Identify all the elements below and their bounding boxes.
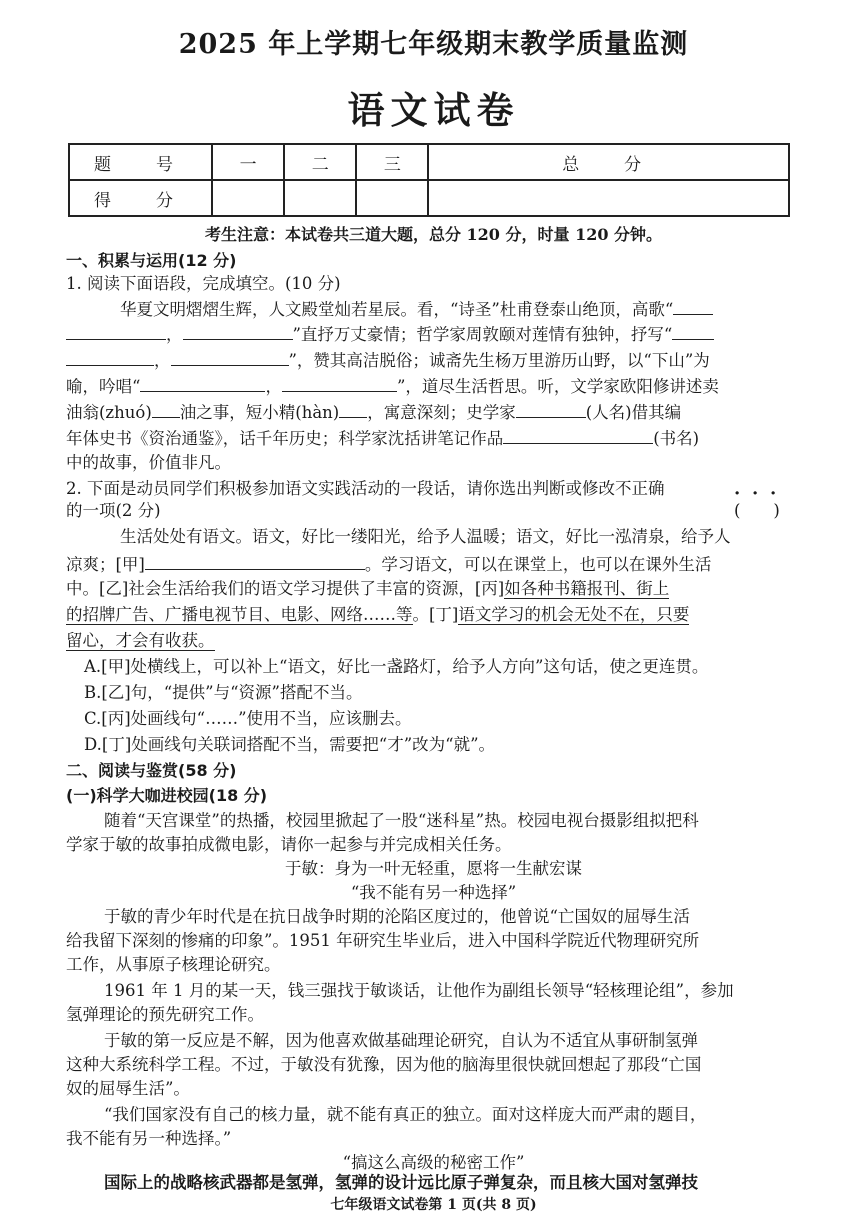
emphasis-dot: · xyxy=(770,483,777,504)
score-table-score-row xyxy=(69,180,789,216)
score-cell-total[interactable] xyxy=(428,180,789,216)
q2-passage-line: 凉爽；[甲] 。学习语文，可以在课堂上，也可以在课外生活 xyxy=(66,552,711,576)
article-subheading: “搞这么高级的秘密工作” xyxy=(342,1153,525,1172)
score-cell-1[interactable] xyxy=(212,180,284,216)
q1-text-line: 喻，吟唱“ ， ”，道尽生活哲思。听，文学家欧阳修讲述卖 xyxy=(66,374,719,398)
answer-parenthesis[interactable]: ( ) xyxy=(734,501,780,520)
fill-blank[interactable] xyxy=(339,400,367,418)
article-line: 这种大系统科学工程。不过，于敏没有犹豫，因为他的脑海里很快就回想起了那段“亡国 xyxy=(66,1055,702,1074)
article-line: 给我留下深刻的惨痛的印象”。1951 年研究生毕业后，进入中国科学院近代物理研究所 xyxy=(66,931,700,950)
article-title: 于敏：身为一叶无轻重，愿将一生献宏谋 xyxy=(285,859,582,878)
fill-blank[interactable] xyxy=(183,322,293,340)
fill-blank[interactable] xyxy=(140,374,265,392)
fill-blank[interactable] xyxy=(673,297,713,315)
article-line: 于敏的青少年时代是在抗日战争时期的沦陷区度过的，他曾说“亡国奴的屈辱生活 xyxy=(104,907,690,926)
score-table-header-row xyxy=(69,144,789,180)
article-line: “我们国家没有自己的核力量，就不能有真正的独立。面对这样庞大而严肃的题目， xyxy=(104,1105,707,1124)
score-label: 得 分 xyxy=(69,180,212,216)
option-b[interactable]: B.[乙]句，“提供”与“资源”搭配不当。 xyxy=(84,683,363,702)
option-a[interactable]: A.[甲]处横线上，可以补上“语文，好比一盏路灯，给予人方向”这句话，使之更连贯。 xyxy=(84,657,709,676)
q1-stem: 1. 阅读下面语段，完成填空。(10 分) xyxy=(66,274,341,293)
fill-blank[interactable] xyxy=(66,322,166,340)
question-col-1: 一 xyxy=(212,144,284,180)
section2-intro-line: 随着“天宫课堂”的热播，校园里掀起了一股“迷科星”热。校园电视台摄影组拟把科 xyxy=(104,811,699,830)
fill-blank[interactable] xyxy=(171,348,289,366)
question-col-2: 二 xyxy=(284,144,356,180)
q2-passage-line xyxy=(66,630,215,652)
fill-blank[interactable] xyxy=(145,552,365,570)
article-line: 1961 年 1 月的某一天，钱三强找于敏谈话，让他作为副组长领导“轻核理论组”，参加 xyxy=(104,981,734,1000)
underlined-phrase: 语文学习的机会无处不在，只要 xyxy=(458,605,690,624)
q2-passage-line: 中。[乙]社会生活给我们的语文学习提供了丰富的资源，[丙]如各种书籍报刊、街上 xyxy=(66,579,670,598)
paper-title: 语文试卷 xyxy=(347,88,520,132)
fill-blank[interactable] xyxy=(152,400,180,418)
q2-passage-line: 生活处处有语文。语文，好比一缕阳光，给予人温暖；语文，好比一泓清泉，给予人 xyxy=(120,527,731,546)
exam-notice: 考生注意：本试卷共三道大题，总分 120 分，时量 120 分钟。 xyxy=(204,225,663,244)
section2-heading: 二、阅读与鉴赏(58 分) xyxy=(66,761,237,780)
q1-text-line: ， ”直抒万丈豪情；哲学家周敦颐对莲情有独钟，抒写“ xyxy=(66,322,714,346)
q2-stem-line: 的一项(2 分) xyxy=(66,501,161,520)
underlined-phrase: 的招牌广告、广播电视节目、电影、网络……等 xyxy=(66,605,413,624)
fill-blank[interactable] xyxy=(503,426,653,444)
page-footer: 七年级语文试卷第 1 页(共 8 页) xyxy=(330,1197,537,1213)
option-d[interactable]: D.[丁]处画线句关联词搭配不当，需要把“才”改为“就”。 xyxy=(84,735,496,754)
total-score-label: 总 分 xyxy=(428,144,789,180)
underlined-phrase: 如各种书籍报刊、街上 xyxy=(504,579,670,598)
article-line: 国际上的战略核武器都是氢弹，氢弹的设计远比原子弹复杂，而且核大国对氢弹技 xyxy=(104,1173,698,1192)
section2-subheading: (一)科学大咖进校园(18 分) xyxy=(66,786,268,805)
option-c[interactable]: C.[丙]处画线句“……”使用不当，应该删去。 xyxy=(84,709,412,728)
article-line: 奴的屈辱生活”。 xyxy=(66,1079,190,1098)
question-number-label: 题 号 xyxy=(69,144,212,180)
q1-text-line: 年体史书《资治通鉴》，话千年历史；科学家沈括讲笔记作品 (书名) xyxy=(66,426,699,450)
article-line: 工作，从事原子核理论研究。 xyxy=(66,955,281,974)
exam-title: 2025 年上学期七年级期末教学质量监测 xyxy=(178,29,689,60)
article-line: 我不能有另一种选择。” xyxy=(66,1129,232,1148)
underlined-phrase: 留心，才会有收获。 xyxy=(66,631,215,650)
q2-stem-line: 2. 下面是动员同学们积极参加语文实践活动的一段话，请你选出判断或修改不正确 xyxy=(66,479,665,498)
fill-blank[interactable] xyxy=(516,400,586,418)
q1-text-line: 油翁(zhuó) 油之事，短小精(hàn) ，寓意深刻；史学家 (人名)借其编 xyxy=(66,400,681,424)
article-subheading: “我不能有另一种选择” xyxy=(350,883,517,902)
article-line: 氢弹理论的预先研究工作。 xyxy=(66,1005,264,1024)
section2-intro-line: 学家于敏的故事拍成微电影，请你一起参与并完成相关任务。 xyxy=(66,835,512,854)
fill-blank[interactable] xyxy=(672,322,714,340)
score-table xyxy=(68,143,790,217)
emphasis-dot: · xyxy=(752,483,759,504)
score-cell-3[interactable] xyxy=(356,180,428,216)
fill-blank[interactable] xyxy=(66,348,154,366)
q2-passage-line: 的招牌广告、广播电视节目、电影、网络……等。[丁]语文学习的机会无处不在，只要 xyxy=(66,605,690,624)
q1-text-line: 中的故事，价值非凡。 xyxy=(66,453,231,472)
fill-blank[interactable] xyxy=(282,374,397,392)
q1-text-line: ， ”，赞其高洁脱俗；诚斋先生杨万里游历山野，以“下山”为 xyxy=(66,348,710,372)
score-cell-2[interactable] xyxy=(284,180,356,216)
q1-text-line: 华夏文明熠熠生辉，人文殿堂灿若星辰。看，“诗圣”杜甫登泰山绝顶，高歌“ xyxy=(120,297,713,321)
question-col-3: 三 xyxy=(356,144,428,180)
section1-heading: 一、积累与运用(12 分) xyxy=(66,251,237,270)
emphasis-dot: · xyxy=(734,483,741,504)
article-line: 于敏的第一反应是不解，因为他喜欢做基础理论研究，自认为不适宜从事研制氢弹 xyxy=(104,1031,698,1050)
